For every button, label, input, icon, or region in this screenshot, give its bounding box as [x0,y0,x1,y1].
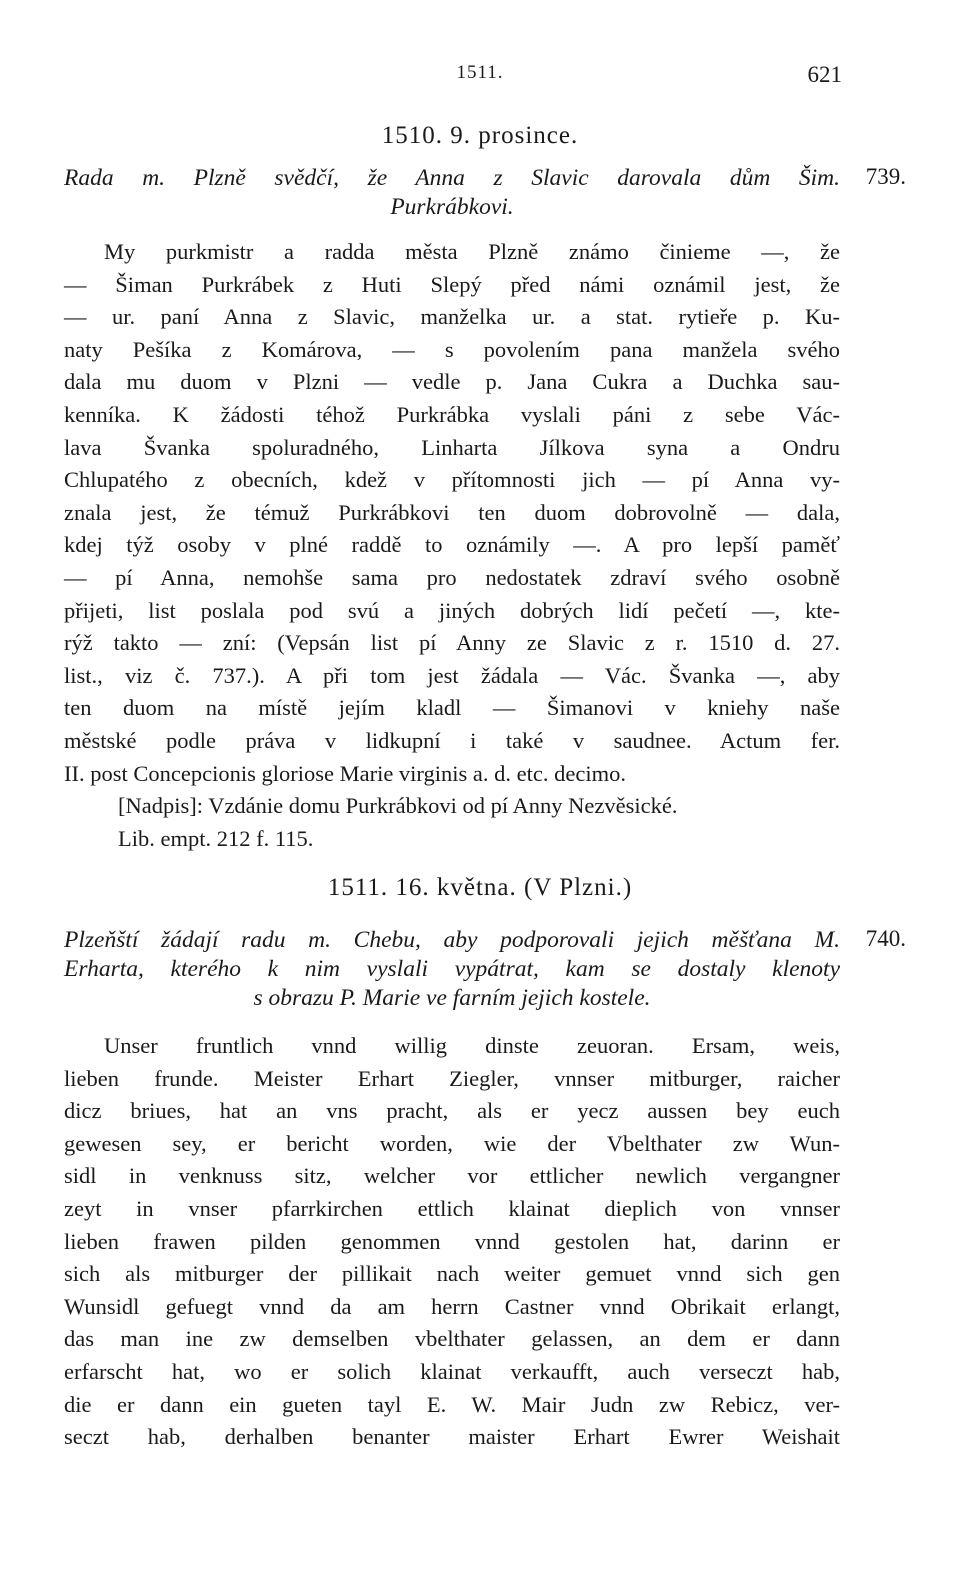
body-line: zeyt in vnser pfarrkirchen ettlich klainat dieplich von vnnser [64,1195,840,1221]
page-number: 621 [807,62,842,87]
body-line: kdej týž osoby v plné raddě to oznámily —. A pro lepší paměť [64,532,840,558]
body-line: II. post Concepcionis gloriose Marie virginis a. d. etc. decimo. [64,760,626,786]
inscription-line: [Nadpis]: Vzdánie domu Purkrábkovi od pí Anny Nezvěsické. [118,793,678,819]
body-line: sich als mitburger der pillikait nach weiter gemuet vnnd sich gen [64,1261,840,1287]
body-line: Unser fruntlich vnnd willig dinste zeuoran. Ersam, weis, [104,1033,840,1058]
entry-740-summary [64,926,840,1013]
body-line: — Šiman Purkrábek z Huti Slepý před námi oznámil jest, že [64,271,840,297]
body-line: das man ine zw demselben vbelthater gelassen, an dem er dann [64,1326,840,1352]
body-line: dicz briues, hat an vns pracht, als er yecz aussen bey euch [64,1098,840,1124]
body-line: kenníka. K žádosti téhož Purkrábka vyslali páni z sebe Vác- [64,401,840,427]
body-line: lava Švanka spoluradného, Linharta Jílkova syna a Ondru [64,434,840,460]
body-line: rýž takto — zní: (Vepsán list pí Anny ze Slavic z r. 1510 d. 27. [64,630,840,656]
body-line: naty Pešíka z Komárova, — s povolením pana manžela svého [64,336,840,362]
summary-line: Rada m. Plzně svědčí, že Anna z Slavic darovala dům Šim. [64,165,840,191]
body-line: list., viz č. 737.). A při tom jest žádala — Vác. Švanka —, aby [64,662,840,688]
body-line: dala mu duom v Plzni — vedle p. Jana Cukra a Duchka sau- [64,369,840,395]
body-line: gewesen sey, er bericht worden, wie der Vbelthater zw Wun- [64,1130,840,1156]
entry-739-summary [64,164,840,222]
body-line: ten duom na místě jejím kladl — Šimanovi v kniehy naše [64,695,840,721]
summary-line: s obrazu P. Marie ve farním jejich kostele. [253,985,651,1011]
running-header-year: 1511. [456,62,504,83]
body-line: lieben frunde. Meister Erhart Ziegler, vnnser mitburger, raicher [64,1065,840,1091]
summary-line: Plzeňští žádají radu m. Chebu, aby podporovali jejich měšťana M. [64,927,840,953]
body-line: Wunsidl gefuegt vnnd da am herrn Castner vnnd Obrikait erlangt, [64,1293,840,1319]
body-line: Chlupatého z obecních, kdež v přítomnosti jich — pí Anna vy- [64,467,840,493]
body-line: sidl in venknuss sitz, welcher vor ettlicher newlich vergangner [64,1163,840,1189]
summary-line: Purkrábkovi. [390,194,514,220]
body-line: erfarscht hat, wo er solich klainat verkaufft, auch verseczt hab, [64,1358,840,1384]
body-line: městské podle práva v lidkupní i také v saudnee. Actum fer. [64,727,840,753]
body-line: My purkmistr a radda města Plzně známo činieme —, že [104,239,840,264]
entry-740-number: 740. [865,926,906,951]
body-line: — ur. paní Anna z Slavic, manželka ur. a stat. rytieře p. Ku- [64,304,840,330]
source-reference: Lib. empt. 212 f. 115. [118,825,314,851]
entry-739-number: 739. [865,164,906,189]
entry-739-date-heading: 1510. 9. prosince. [381,122,579,149]
entry-740-body [64,1030,840,1454]
summary-line: Erharta, kterého k nim vyslali vypátrat, kam se dostaly klenoty [64,956,840,982]
body-line: přijeti, list poslala pod svú a jiných dobrých lidí pečetí —, kte- [64,597,840,623]
body-line: seczt hab, derhalben benanter maister Erhart Ewrer Weishait [64,1424,840,1450]
body-line: znala jest, že témuž Purkrábkovi ten duom dobrovolně — dala, [64,499,840,525]
body-line: die er dann ein gueten tayl E. W. Mair Judn zw Rebicz, ver- [64,1391,840,1417]
body-line: — pí Anna, nemohše sama pro nedostatek zdraví svého osobně [64,564,840,590]
entry-739-body [64,236,840,855]
entry-740-date-heading: 1511. 16. května. (V Plzni.) [327,874,633,901]
body-line: lieben frawen pilden genommen vnnd gestolen hat, darinn er [64,1228,840,1254]
